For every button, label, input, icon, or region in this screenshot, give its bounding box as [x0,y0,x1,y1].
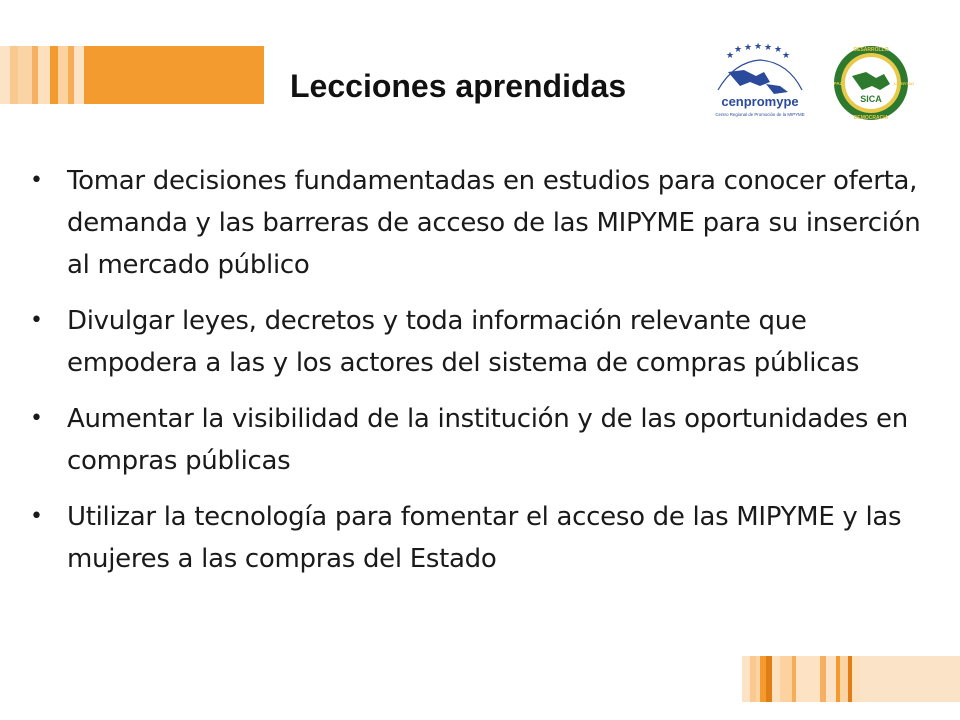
bullet-item [30,496,930,580]
sica-wordmark: SICA [860,94,882,104]
sica-ring-bottom: DEMOCRACIA [853,115,889,121]
bottom-decorative-stripes [742,656,960,702]
svg-text:★: ★ [734,45,743,55]
bullet-text: Utilizar la tecnología para fomentar el acceso de las MIPYME y las mujeres a las compras del Estado [67,502,902,574]
svg-text:★: ★ [782,51,791,61]
bullet-item [30,300,930,384]
bullet-text: Tomar decisiones fundamentadas en estudios para conocer oferta, demanda y las barreras de acceso de las MIPYME para su inserción al mercado público [67,166,921,280]
bullet-text: Divulgar leyes, decretos y toda información relevante que empodera a las y los actores del sistema de compras públicas [67,306,860,378]
cenpromype-subtitle: Centro Regional de Promoción de la MIPYME [715,112,805,117]
bullet-dot-icon: • [30,406,43,431]
svg-text:★: ★ [744,43,753,53]
bullet-dot-icon: • [30,504,43,529]
slide-title: Lecciones aprendidas [290,68,627,104]
sica-ring-left: PAZ [833,81,843,86]
svg-text:★: ★ [754,42,763,52]
svg-text:★: ★ [764,43,773,53]
svg-text:★: ★ [774,45,783,55]
cenpromype-logo [704,42,816,122]
bullet-text: Aumentar la visibilidad de la institución y de las oportunidades en compras públicas [67,404,908,476]
cenpromype-wordmark: cenpromype [721,94,799,109]
sica-logo [832,44,914,122]
bullet-dot-icon: • [30,168,43,193]
top-decorative-stripes [0,46,264,104]
svg-text:★: ★ [726,51,735,61]
bullet-item [30,160,930,286]
bullet-item [30,398,930,482]
sica-ring-right: LIBERTAD [894,81,914,86]
bullet-list [30,160,930,594]
bullet-dot-icon: • [30,308,43,333]
sica-ring-top: DESARROLLO [853,47,889,53]
